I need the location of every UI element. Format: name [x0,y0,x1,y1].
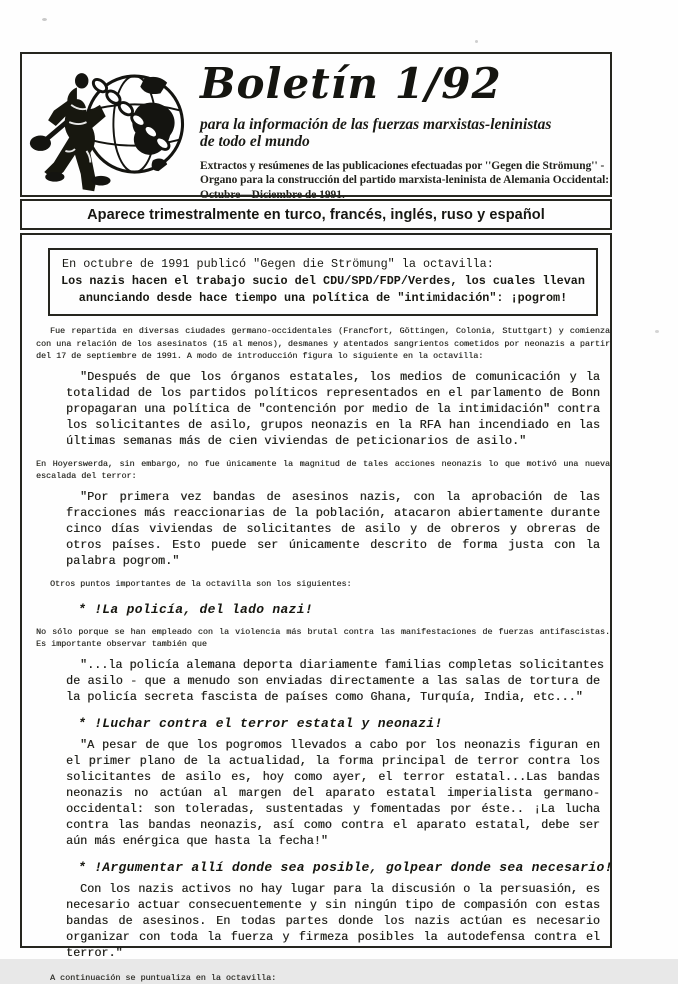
paragraph-line: Fue repartida en diversas ciudades germano-occidentales (Francfort, Göttingen, Colonia, Stuttgart) y comienza [50,326,610,336]
section-heading-argumentar: * !Argumentar allí donde sea posible, golpear donde sea necesario! [78,859,613,875]
subtitle-line: de todo el mundo [200,133,310,151]
leaflet-quote-3 [66,657,604,705]
quote-line: el primer plano de la actualidad, la forma principal de terror contra los [66,753,600,768]
quote-line: cinco días viviendas de solicitantes de asilo y de obreros y obreras de [66,521,600,536]
quote-line: solicitantes de asilo es, hoy como ayer, el terror estatal...Las bandas [66,769,600,784]
imprint-line: Octubre—Diciembre de 1991. [200,188,345,201]
quote-line: necesario actuar consecuentemente y sin ningún tipo de compasión con estas [66,897,600,912]
paragraph-line: Otros puntos importantes de la octavilla son los siguientes: [50,578,352,589]
quote-line: terror." [66,945,123,960]
headline-intro: En octubre de 1991 publicó "Gegen die Strömung" la octavilla: [62,257,494,271]
worker-hammer-globe-logo-icon [22,54,200,195]
imprint-line: Organo para la construcción del partido marxista-leninista de Alemania Occidental: [200,174,610,187]
scan-speck [475,40,478,43]
subtitle-line: para la información de las fuerzas marxistas-leninistas [200,116,552,133]
quote-line: "Por primera vez bandas de asesinos nazis, con la aprobación de las [80,489,600,504]
imprint-line: Extractos y resúmenes de las publicaciones efectuadas por ''Gegen die Strömung'' - [200,159,605,172]
quote-line: Con los nazis activos no hay lugar para la discusión o la persuasión, es [80,881,600,896]
leaflet-quote-5 [66,881,600,961]
leaflet-quote-1 [66,369,600,449]
quote-line: bandas de asesinos. En todas partes donde los nazis actúan es necesario [66,913,600,928]
paragraph-line: En Hoyerswerda, sin embargo, no fue únicamente la magnitud de tales acciones neonazis lo que motivó una nueva [36,458,610,469]
quote-line: contra las bandas neonazis, así como contra el aparato estatal, debe ser [66,817,600,832]
paragraph-line: Es importante observar también que [36,639,207,650]
section-heading-luchar: * !Luchar contra el terror estatal y neonazi! [78,715,443,731]
paragraph-line: del 17 de septiembre de 1991. A modo de introducción figura lo siguiente en la octavilla: [36,351,484,362]
puntos-paragraph [36,578,610,591]
quote-line: otros países. Esto puede ser únicamente descrito de forma justa con la [66,537,600,552]
masthead-text [200,54,610,201]
quote-line: de asilo - que a menudo son enviadas directamente a las salas de tortura de [66,673,600,688]
policia-paragraph [36,626,610,651]
leaflet-quote-4 [66,737,600,849]
headline-title-line: Los nazis hacen el trabajo sucio del CDU/SPD/FDP/Verdes, los cuales llevan [61,274,585,288]
leaflet-quote-2 [66,489,600,569]
frequency-banner-text: Aparece trimestralmente en turco, francés, inglés, ruso y español [87,206,545,223]
quote-line: la policía secreta fascista de países como Ghana, Turquía, India, etc..." [66,689,583,704]
quote-line: "...la policía alemana deporta diariamente familias completas solicitantes [80,657,604,672]
section-heading-policia: * !La policía, del lado nazi! [78,601,313,617]
document-column [20,52,613,983]
quote-line: totalidad de los partidos políticos representados en el parlamento de Bonn [66,385,600,400]
quote-line: occidental: son toleradas, sustentadas y fomentadas por éste.. ¡La lucha [66,801,600,816]
quote-line: organizar con toda la fuerza y firmeza posibles la autodefensa contra el [66,929,600,944]
scan-speck [655,330,659,333]
quote-line: últimas semanas más de cien viviendas de peticionarios de asilo." [66,433,527,448]
headline-box [48,248,598,316]
masthead [20,52,612,201]
paragraph-line: No sólo porque se han empleado con la violencia más brutal contra las manifestaciones de fuerzas antifascistas. [36,626,610,637]
quote-line: propagaran una política de "contención por medio de la intimidación" contra [66,401,600,416]
bulletin-title: Boletín 1/92 [200,59,502,108]
closing-paragraph [36,972,610,984]
bulletin-subtitle [200,116,610,151]
quote-line: palabra pogrom." [66,553,180,568]
article-body-box [20,233,613,983]
frequency-banner [20,199,612,230]
paragraph-line: con una relación de los asesinatos (15 al menos), desmanes y atentados sangrientos cometidos por neonazis a partir [36,338,610,349]
hoyerswerda-paragraph [36,458,610,483]
quote-line: los solicitantes de asilo, grupos neonazis en la RFA han incendiado en las [66,417,600,432]
paragraph-line: escalada del terror: [36,471,137,482]
quote-line: neonazis no actúan al margen del aparato estatal imperialista germano- [66,785,600,800]
intro-paragraph [36,325,610,363]
scan-speck [42,18,47,21]
quote-line: "Después de que los órganos estatales, los medios de comunicación y la [80,369,600,384]
headline-title-line: anunciando desde hace tiempo una política de "intimidación": ¡pogrom! [78,291,568,305]
paragraph-line: A continuación se puntualiza en la octavilla: [50,972,277,983]
quote-line: "A pesar de que los pogromos llevados a cabo por los neonazis figuran en [80,737,600,752]
quote-line: aún más enérgica que hasta la fecha!" [66,833,328,848]
quote-line: fracciones más reaccionarias de la población, atacaron abiertamente durante [66,505,600,520]
bulletin-imprint [200,159,610,203]
